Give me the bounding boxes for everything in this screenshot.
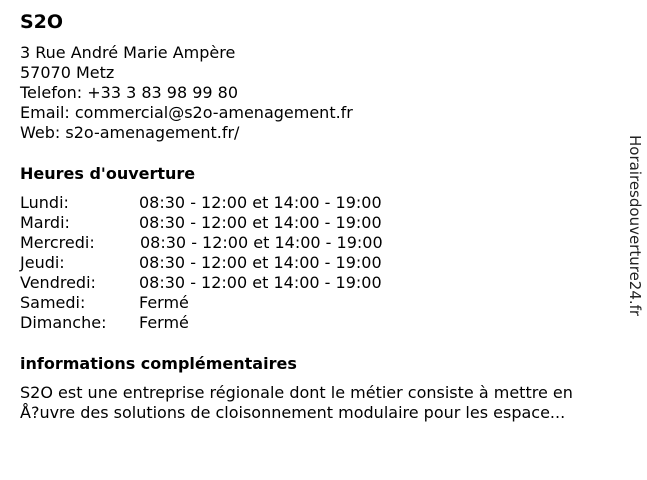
- day-label: Mardi:: [20, 213, 70, 232]
- time-value: 08:30 - 12:00 et 14:00 - 19:00: [139, 273, 382, 292]
- time-value: 08:30 - 12:00 et 14:00 - 19:00: [139, 193, 382, 212]
- address-street: 3 Rue André Marie Ampère: [20, 43, 236, 62]
- hours-row-sunday: [20, 313, 383, 333]
- time-value: Fermé: [139, 293, 189, 312]
- day-label: Samedi:: [20, 293, 86, 312]
- opening-hours-table: [20, 193, 383, 333]
- contact-block: [20, 43, 353, 143]
- hours-row-saturday: [20, 293, 383, 313]
- business-name: S2O: [20, 11, 64, 33]
- day-label: Vendredi:: [20, 273, 96, 292]
- web-line: Web: s2o-amenagement.fr/: [20, 123, 240, 142]
- hours-row-tuesday: [20, 213, 383, 233]
- hours-row-friday: [20, 273, 383, 293]
- watermark: [623, 135, 647, 340]
- phone-line: Telefon: +33 3 83 98 99 80: [20, 83, 239, 102]
- day-label: Lundi:: [20, 193, 69, 212]
- info-description: S2O est une entreprise régionale dont le métier consiste à mettre en Å?uvre des solutions de cloisonnement modulaire pour les espace...: [20, 383, 573, 422]
- info-heading: informations complémentaires: [20, 354, 297, 373]
- time-value: 08:30 - 12:00 et 14:00 - 19:00: [140, 233, 383, 252]
- address-city: 57070 Metz: [20, 63, 115, 82]
- day-label: Dimanche:: [20, 313, 107, 332]
- hours-row-thursday: [20, 253, 383, 273]
- time-value: 08:30 - 12:00 et 14:00 - 19:00: [139, 253, 382, 272]
- hours-heading: Heures d'ouverture: [20, 164, 196, 183]
- day-label: Jeudi:: [20, 253, 65, 272]
- time-value: Fermé: [139, 313, 189, 332]
- hours-row-monday: [20, 193, 383, 213]
- time-value: 08:30 - 12:00 et 14:00 - 19:00: [139, 213, 382, 232]
- day-label: Mercredi:: [20, 233, 95, 252]
- email-line: Email: commercial@s2o-amenagement.fr: [20, 103, 353, 122]
- watermark-text: Horairesdouverture24.fr: [626, 135, 644, 317]
- hours-row-wednesday: [20, 233, 383, 253]
